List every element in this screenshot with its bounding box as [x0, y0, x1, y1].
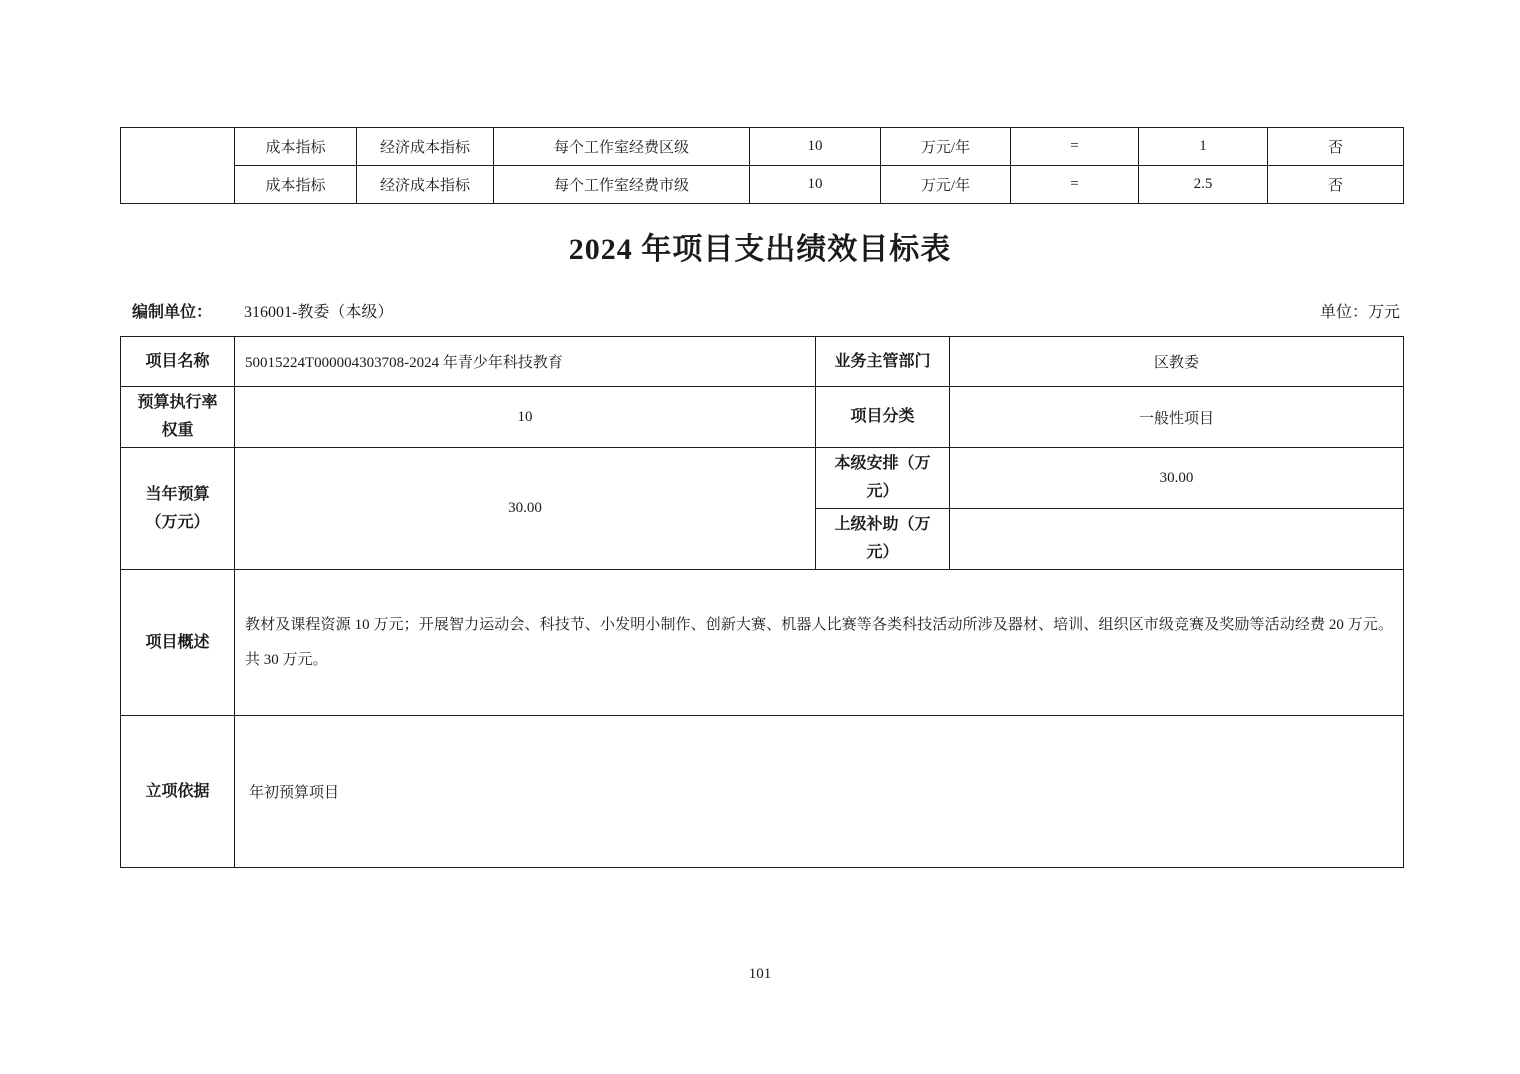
indicator-row [121, 166, 1404, 204]
project-name-row [121, 337, 1404, 387]
indicator-name-cell: 每个工作室经费市级 [494, 166, 750, 204]
currency-unit-label: 单位：万元 [1319, 303, 1400, 321]
dept-label: 业务主管部门 [816, 337, 950, 387]
prepared-by [132, 299, 393, 322]
basis-row [121, 716, 1404, 868]
prepared-by-value: 316001-教委（本级） [244, 303, 394, 321]
overview-label: 项目概述 [121, 570, 235, 716]
meta-line [132, 298, 1400, 322]
page-title: 2024 年项目支出绩效目标表 [568, 233, 952, 266]
indicator-target-value-cell: 1 [1139, 128, 1268, 166]
indicator-target-value-cell: 2.5 [1139, 166, 1268, 204]
indicator-comparator-cell: = [1011, 166, 1139, 204]
superior-subsidy-value [950, 509, 1404, 570]
project-name-value: 50015224T000004303708-2024 年青少年科技教育 [235, 337, 816, 387]
budget-label: 当年预算（万元） [121, 448, 235, 570]
indicator-unit-cell: 万元/年 [881, 128, 1011, 166]
overview-value: 教材及课程资源 10 万元；开展智力运动会、科技节、小发明小制作、创新大赛、机器人比赛等各类科技活动所涉及器材、培训、组织区市级竞赛及奖励等活动经费 20 万元。共 30 万元。 [235, 570, 1404, 716]
indicator-merged-empty-cell [121, 128, 235, 204]
indicator-row [121, 128, 1404, 166]
indicator-subtype-cell: 经济成本指标 [357, 128, 494, 166]
superior-subsidy-label: 上级补助（万元） [816, 509, 950, 570]
indicator-type-cell: 成本指标 [235, 128, 357, 166]
category-value: 一般性项目 [950, 387, 1404, 448]
own-arrangement-value: 30.00 [950, 448, 1404, 509]
weight-value: 10 [235, 387, 816, 448]
indicator-name-cell: 每个工作室经费区级 [494, 128, 750, 166]
basis-value: 年初预算项目 [235, 716, 1404, 868]
indicator-weight-cell: 10 [750, 128, 881, 166]
page-number: 101 [748, 966, 772, 982]
prepared-by-label: 编制单位： [132, 303, 213, 321]
budget-value: 30.00 [235, 448, 816, 570]
indicator-subtype-cell: 经济成本指标 [357, 166, 494, 204]
overview-row [121, 570, 1404, 716]
execution-weight-row [121, 387, 1404, 448]
own-arrangement-label: 本级安排（万元） [816, 448, 950, 509]
indicator-flag-cell: 否 [1268, 166, 1404, 204]
dept-value: 区教委 [950, 337, 1404, 387]
category-label: 项目分类 [816, 387, 950, 448]
indicator-unit-cell: 万元/年 [881, 166, 1011, 204]
basis-label: 立项依据 [121, 716, 235, 868]
indicator-weight-cell: 10 [750, 166, 881, 204]
budget-row [121, 448, 1404, 509]
project-name-label: 项目名称 [121, 337, 235, 387]
performance-target-table [120, 336, 1404, 868]
indicator-type-cell: 成本指标 [235, 166, 357, 204]
indicator-comparator-cell: = [1011, 128, 1139, 166]
weight-label: 预算执行率权重 [121, 387, 235, 448]
indicator-continuation-table [120, 127, 1404, 204]
indicator-flag-cell: 否 [1268, 128, 1404, 166]
